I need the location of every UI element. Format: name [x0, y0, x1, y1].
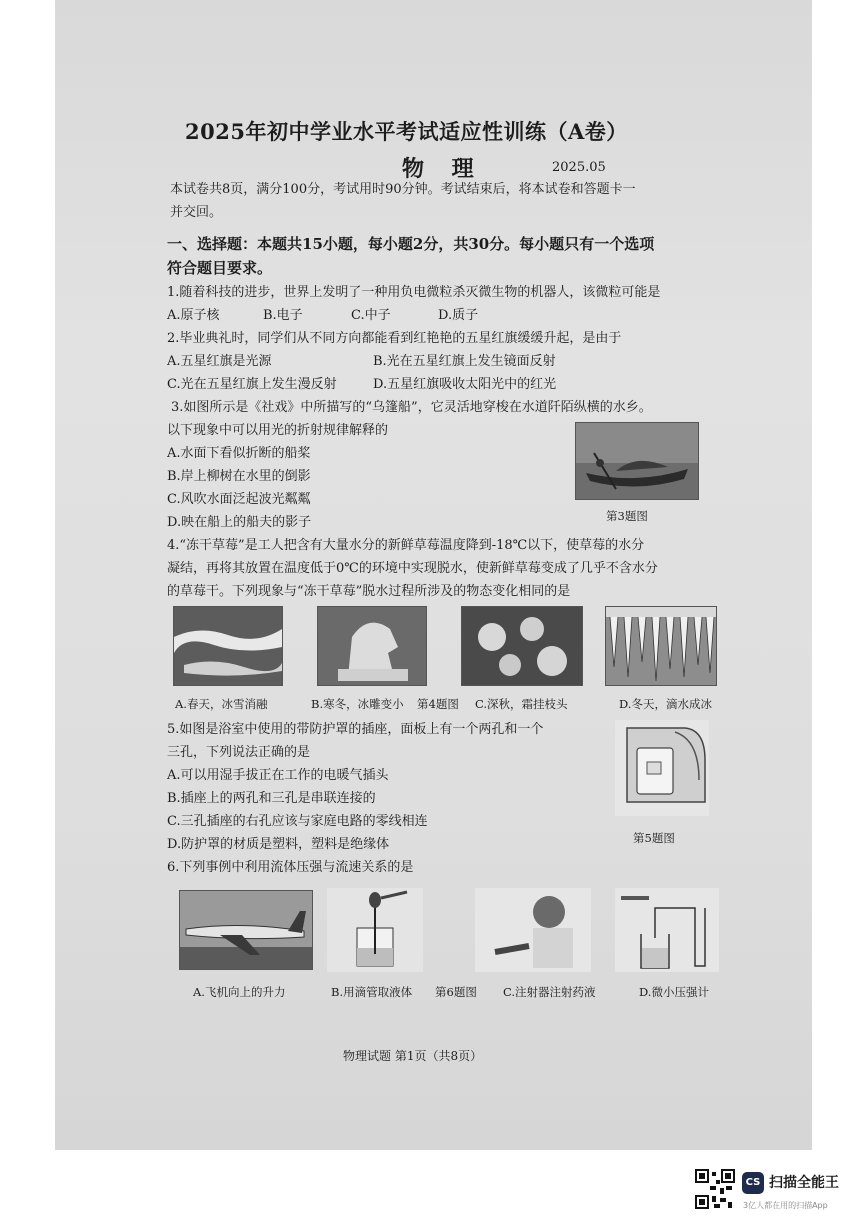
q5-stem-line-2: 三孔，下列说法正确的是 — [167, 745, 311, 760]
q6-stem: 6.下列事例中利用流体压强与流速关系的是 — [167, 860, 414, 875]
q5-option-b: B.插座上的两孔和三孔是串联连接的 — [167, 791, 376, 806]
q3-boat-image — [575, 422, 699, 500]
q5-option-a: A.可以用湿手拔正在工作的电暖气插头 — [167, 768, 389, 783]
q4-caption-d: D.冬天，滴水成冰 — [619, 697, 712, 711]
q6-caption-c: C.注射器注射药液 — [503, 985, 596, 999]
q6-manometer-image — [615, 888, 719, 972]
q4-stem-line-3: 的草莓干。下列现象与“冻干草莓”脱水过程所涉及的物态变化相同的是 — [167, 584, 571, 599]
q4-figure-caption: 第4题图 — [417, 697, 459, 711]
intro-text-line-2: 并交回。 — [170, 205, 223, 220]
q1-option-a: A.原子核 — [167, 308, 220, 323]
qr-code-icon — [694, 1168, 736, 1210]
q3-option-a: A.水面下看似折断的船桨 — [167, 446, 311, 461]
subject-title: 物 理 — [402, 156, 484, 182]
exam-date: 2025.05 — [552, 160, 606, 175]
q1-option-d: D.质子 — [438, 308, 479, 323]
q6-syringe-image — [475, 888, 591, 972]
scanner-app-name: 扫描全能王 — [769, 1175, 839, 1191]
section-heading-line-2: 符合题目要求。 — [167, 259, 273, 277]
q6-figure-caption: 第6题图 — [435, 985, 477, 999]
q6-dropper-image — [327, 888, 423, 972]
q3-option-b: B.岸上柳树在水里的倒影 — [167, 469, 311, 484]
exam-paper — [55, 0, 812, 1150]
q1-option-c: C.中子 — [351, 308, 391, 323]
q5-socket-image — [615, 720, 709, 816]
q3-option-d: D.映在船上的船夫的影子 — [167, 515, 312, 530]
camscanner-logo-icon: CS — [742, 1172, 764, 1194]
q2-stem: 2.毕业典礼时，同学们从不同方向都能看到红艳艳的五星红旗缓缓升起，是由于 — [167, 331, 622, 346]
q5-option-d: D.防护罩的材质是塑料，塑料是绝缘体 — [167, 837, 390, 852]
q6-caption-b: B.用滴管取液体 — [331, 985, 413, 999]
q2-option-b: B.光在五星红旗上发生镜面反射 — [373, 354, 556, 369]
q3-stem-line-2: 以下现象中可以用光的折射规律解释的 — [167, 423, 389, 438]
scanner-tagline: 3亿人都在用的扫描App — [743, 1201, 828, 1210]
q4-icicles-image — [605, 606, 717, 686]
q4-caption-b: B.寒冬，冰雕变小 — [311, 697, 404, 711]
q4-frost-image — [461, 606, 583, 686]
exam-title: 2025年初中学业水平考试适应性训练（A卷） — [185, 119, 628, 144]
q1-stem: 1.随着科技的进步，世界上发明了一种用负电微粒杀灭微生物的机器人，该微粒可能是 — [167, 285, 661, 300]
q4-caption-a: A.春天，冰雪消融 — [175, 697, 268, 711]
q1-option-b: B.电子 — [263, 308, 303, 323]
q5-stem-line-1: 5.如图是浴室中使用的带防护罩的插座，面板上有一个两孔和一个 — [167, 722, 544, 737]
q4-melting-snow-image — [173, 606, 283, 686]
q2-option-a: A.五星红旗是光源 — [167, 354, 272, 369]
intro-text-line-1: 本试卷共8页，满分100分，考试用时90分钟。考试结束后，将本试卷和答题卡一 — [170, 182, 636, 197]
q3-stem-line-1: 3.如图所示是《社戏》中所描写的“乌篷船”，它灵活地穿梭在水道阡陌纵横的水乡。 — [171, 400, 652, 415]
q6-caption-a: A.飞机向上的升力 — [193, 985, 286, 999]
q2-option-d: D.五星红旗吸收太阳光中的红光 — [373, 377, 557, 392]
q6-caption-d: D.微小压强计 — [639, 985, 709, 999]
q4-stem-line-1: 4.“冻干草莓”是工人把含有大量水分的新鲜草莓温度降到-18℃以下，使草莓的水分 — [167, 538, 645, 553]
q5-option-c: C.三孔插座的右孔应该与家庭电路的零线相连 — [167, 814, 428, 829]
q4-stem-line-2: 凝结，再将其放置在温度低于0℃的环境中实现脱水，使新鲜草莓变成了几乎不含水分 — [167, 561, 658, 576]
q4-ice-sculpture-image — [317, 606, 427, 686]
page-footer: 物理试题 第1页（共8页） — [343, 1049, 483, 1063]
q6-airplane-image — [179, 890, 313, 970]
q4-caption-c: C.深秋，霜挂枝头 — [475, 697, 568, 711]
q3-option-c: C.风吹水面泛起波光粼粼 — [167, 492, 311, 507]
q5-figure-caption: 第5题图 — [633, 831, 675, 845]
q2-option-c: C.光在五星红旗上发生漫反射 — [167, 377, 337, 392]
section-heading-line-1: 一、选择题：本题共15小题，每小题2分，共30分。每小题只有一个选项 — [167, 235, 655, 253]
q3-figure-caption: 第3题图 — [606, 509, 648, 523]
